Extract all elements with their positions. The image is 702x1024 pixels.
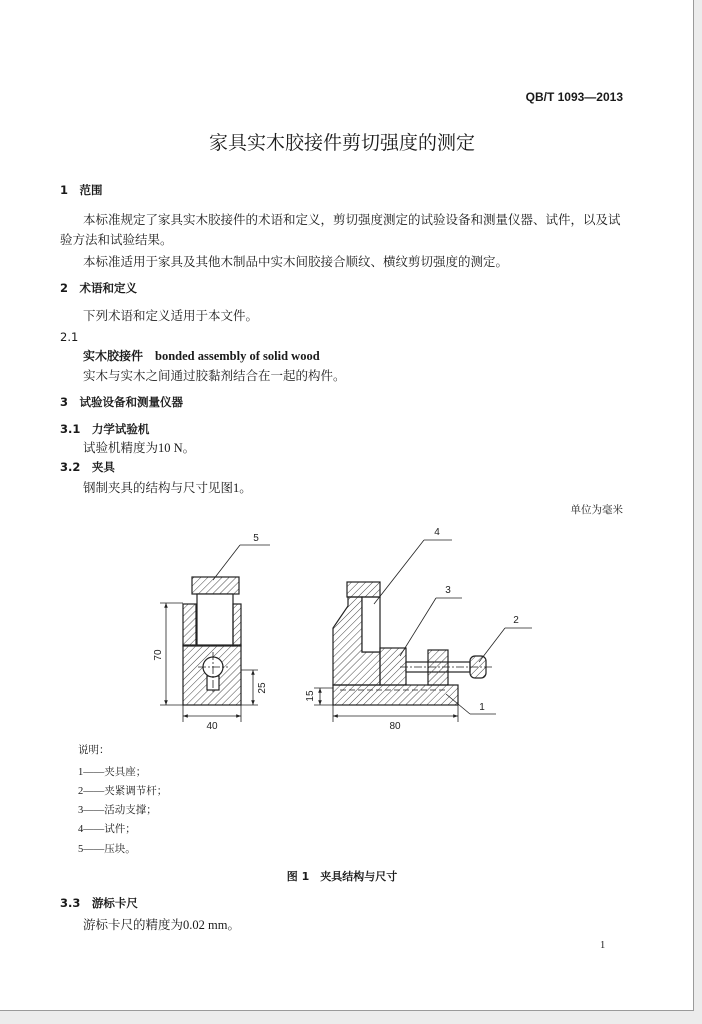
front-view [153,533,270,732]
dim-80-label: 80 [389,721,401,732]
callout-2-label: 2 [513,615,519,626]
term-entry [83,348,320,364]
front-shaft [197,594,233,646]
dim-70-label: 70 [153,649,164,661]
callout-3-label: 3 [445,585,451,596]
subsection-3-3-heading: 3.3 游标卡尺 [60,896,138,910]
section-1-paragraph-1-line-2: 验方法和试验结果。 [60,233,173,247]
subsection-3-1-text: 试验机精度为10 N。 [83,441,196,455]
dim-40-label: 40 [206,721,218,732]
front-press-block [192,577,239,594]
standard-code: QB/T 1093—2013 [525,90,623,104]
dim-15-label: 15 [305,690,316,702]
callout-1-label: 1 [479,702,485,713]
term-chinese: 实木胶接件 [83,349,144,363]
figure-caption: 图 1 夹具结构与尺寸 [286,870,398,883]
section-1-heading: 1 范围 [60,183,103,197]
legend-item: 3——活动支撑； [78,805,157,816]
subsection-3-2-heading: 3.2 夹具 [60,460,115,474]
side-nut-block [428,650,448,685]
section-2-heading: 2 术语和定义 [60,281,138,295]
clamp-drawing [140,520,550,745]
legend-item: 4——试件； [78,824,136,835]
legend-title: 说明： [78,745,110,756]
section-3-heading: 3 试验设备和测量仪器 [60,395,184,409]
subsection-3-2-text: 钢制夹具的结构与尺寸见图1。 [83,481,252,495]
callout-4-leader [374,540,424,604]
section-1-paragraph-2: 本标准适用于家具及其他木制品中实木间胶接合顺纹、横纹剪切强度的测定。 [83,255,509,269]
legend-item: 1——夹具座； [78,767,147,778]
page-number: 1 [600,940,606,951]
callout-3-leader [400,598,436,656]
side-press-block [347,582,380,597]
section-2-paragraph: 下列术语和定义适用于本文件。 [83,309,259,323]
side-base [333,685,458,705]
callout-5-label: 5 [253,533,259,544]
side-movable-support [380,648,406,685]
front-left-wall [183,604,196,646]
callout-4-label: 4 [434,527,440,538]
term-english: bonded assembly of solid wood [155,349,320,363]
callout-5-leader [213,545,240,580]
subsection-3-3-text: 游标卡尺的精度为0.02 mm。 [83,918,240,932]
side-specimen [362,597,380,652]
subsection-2-1-number: 2.1 [60,330,79,344]
legend-item: 5——压块。 [78,844,136,855]
term-definition: 实木与实木之间通过胶黏剂结合在一起的构件。 [83,369,346,383]
unit-note: 单位为毫米 [570,505,623,516]
callout-2-leader [479,628,505,662]
subsection-3-1-heading: 3.1 力学试验机 [60,422,150,436]
side-view [305,527,532,732]
dim-25-label: 25 [257,682,268,694]
document-title: 家具实木胶接件剪切强度的测定 [208,132,475,154]
section-1-paragraph-1-line-1: 本标准规定了家具实木胶接件的术语和定义，剪切强度测定的试验设备和测量仪器、试件，以及试 [83,213,621,227]
front-right-wall [233,604,241,646]
legend-item: 2——夹紧调节杆； [78,786,168,797]
